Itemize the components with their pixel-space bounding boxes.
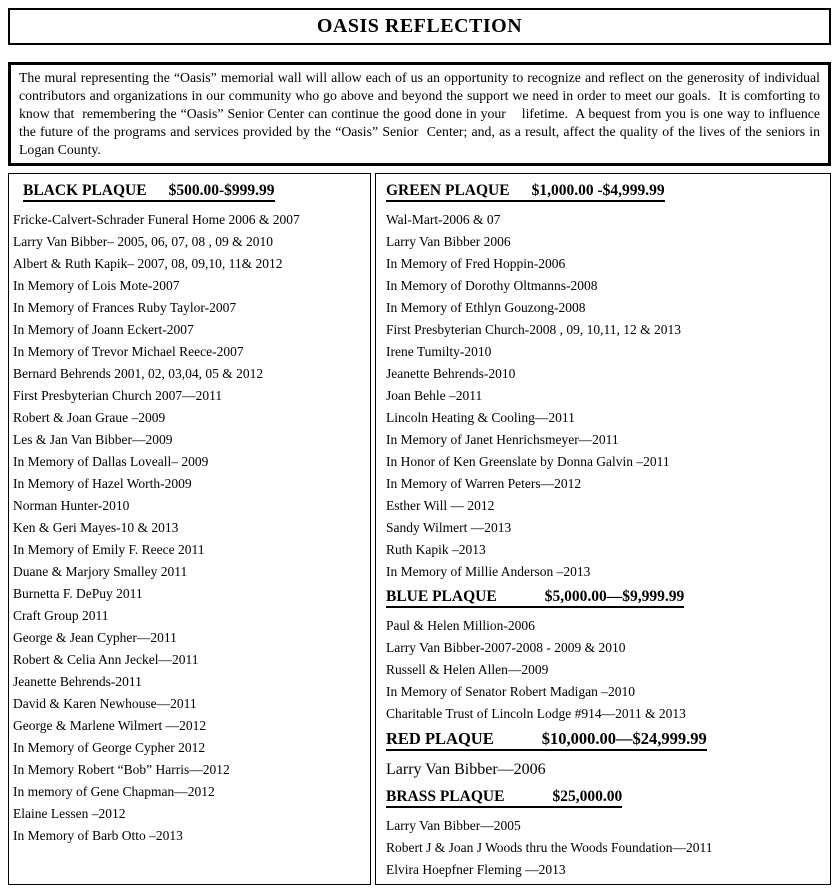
blue-plaque-section (386, 587, 822, 725)
donor-entry: In Memory of Senator Robert Madigan –2010 (386, 684, 635, 699)
donor-entry: Robert J & Joan J Woods thru the Woods Foundation—2011 (386, 840, 713, 855)
donor-entry: George & Jean Cypher—2011 (13, 630, 177, 645)
donor-entry: In Memory of Emily F. Reece 2011 (13, 542, 205, 557)
black-plaque-list (13, 209, 366, 847)
black-plaque-section (13, 181, 366, 847)
heading-underline (386, 788, 622, 808)
donor-entry: Bernard Behrends 2001, 02, 03,04, 05 & 2012 (13, 366, 264, 381)
donor-entry: Charitable Trust of Lincoln Lodge #914—2011 & 2013 (386, 706, 686, 721)
donor-entry: Larry Van Bibber– 2005, 06, 07, 08 , 09 & 2010 (13, 234, 273, 249)
donor-entry: Robert & Celia Ann Jeckel—2011 (13, 652, 199, 667)
donor-entry: In Memory of Dorothy Oltmanns-2008 (386, 278, 598, 293)
brass-plaque-range: $25,000.00 (552, 788, 623, 805)
red-plaque-range: $10,000.00—$24,999.99 (541, 729, 707, 748)
donor-entry: Wal-Mart-2006 & 07 (386, 212, 501, 227)
donor-entry: In Memory of George Cypher 2012 (13, 740, 206, 755)
green-plaque-range: $1,000.00 -$4,999.99 (531, 182, 665, 199)
donor-entry: Fricke-Calvert-Schrader Funeral Home 2006 & 2007 (13, 212, 300, 227)
green-plaque-heading (386, 181, 822, 201)
blue-plaque-heading (386, 587, 822, 607)
donor-entry: In Memory of Lois Mote-2007 (13, 278, 180, 293)
donor-entry: Craft Group 2011 (13, 608, 109, 623)
donor-entry: Larry Van Bibber-2007-2008 - 2009 & 2010 (386, 640, 626, 655)
brass-plaque-list (386, 815, 822, 881)
plaque-columns (8, 173, 831, 885)
heading-underline (386, 729, 707, 751)
brass-plaque-label: BRASS PLAQUE (386, 788, 505, 805)
donor-entry: Ruth Kapik –2013 (386, 542, 486, 557)
donor-entry: Elvira Hoepfner Fleming —2013 (386, 862, 566, 877)
brass-plaque-heading (386, 787, 822, 807)
donor-entry: In Memory Robert “Bob” Harris—2012 (13, 762, 230, 777)
blue-plaque-list (386, 615, 822, 725)
intro-paragraph-box (8, 62, 831, 166)
donor-entry: George & Marlene Wilmert —2012 (13, 718, 207, 733)
document-title-box (8, 8, 831, 45)
donor-entry: First Presbyterian Church 2007—2011 (13, 388, 223, 403)
donor-entry: Paul & Helen Million-2006 (386, 618, 535, 633)
donor-entry: Albert & Ruth Kapik– 2007, 08, 09,10, 11& 2012 (13, 256, 283, 271)
donor-entry: Sandy Wilmert —2013 (386, 520, 512, 535)
brass-plaque-section (386, 787, 822, 881)
donor-entry: Joan Behle –2011 (386, 388, 483, 403)
donor-entry: Jeanette Behrends-2011 (13, 674, 142, 689)
donor-entry: Larry Van Bibber—2006 (386, 761, 546, 778)
donor-entry: First Presbyterian Church-2008 , 09, 10,11, 12 & 2013 (386, 322, 681, 337)
donor-entry: Lincoln Heating & Cooling—2011 (386, 410, 575, 425)
donor-entry: Ken & Geri Mayes-10 & 2013 (13, 520, 179, 535)
donor-entry: Esther Will — 2012 (386, 498, 495, 513)
blue-plaque-label: BLUE PLAQUE (386, 588, 497, 605)
donor-entry: Les & Jan Van Bibber—2009 (13, 432, 173, 447)
green-plaque-section (386, 181, 822, 583)
donor-entry: Elaine Lessen –2012 (13, 806, 126, 821)
green-plaque-list (386, 209, 822, 583)
donor-entry: In Memory of Janet Henrichsmeyer—2011 (386, 432, 619, 447)
donor-entry: In Memory of Millie Anderson –2013 (386, 564, 591, 579)
donor-entry: Norman Hunter-2010 (13, 498, 130, 513)
donor-entry: In Honor of Ken Greenslate by Donna Galvin –2011 (386, 454, 670, 469)
page-title: OASIS REFLECTION (316, 15, 523, 37)
donor-entry: In memory of Gene Chapman—2012 (13, 784, 215, 799)
intro-text: The mural representing the “Oasis” memorial wall will allow each of us an opportunity to recognize and reflect on the generosity of individual contributors and organizations in our community who go above and beyond the support we need in order to meet our goals. It is comforting to know that remembering the “Oasis” Senior Center can continue the good done in your lifetime. A bequest from you is one way to influence the future of the programs and services provided by the “Oasis” Senior Center; and, as a result, affect the quality of the lives of the seniors in Logan County. (19, 70, 824, 157)
red-plaque-list (386, 757, 822, 783)
donor-entry: Robert & Joan Graue –2009 (13, 410, 166, 425)
donor-entry: In Memory of Dallas Loveall– 2009 (13, 454, 209, 469)
heading-underline (386, 588, 684, 608)
black-plaque-heading (13, 181, 366, 201)
donor-entry: Duane & Marjory Smalley 2011 (13, 564, 188, 579)
donor-entry: In Memory of Frances Ruby Taylor-2007 (13, 300, 237, 315)
red-plaque-label: RED PLAQUE (386, 729, 494, 748)
donor-entry: In Memory of Trevor Michael Reece-2007 (13, 344, 244, 359)
donor-entry: Larry Van Bibber—2005 (386, 818, 521, 833)
red-plaque-heading (386, 729, 822, 749)
donor-entry: In Memory of Fred Hoppin-2006 (386, 256, 566, 271)
donor-entry: In Memory of Ethlyn Gouzong-2008 (386, 300, 586, 315)
donor-entry: In Memory of Warren Peters—2012 (386, 476, 582, 491)
donor-entry: In Memory of Hazel Worth-2009 (13, 476, 192, 491)
donor-entry: Irene Tumilty-2010 (386, 344, 492, 359)
green-plaque-label: GREEN PLAQUE (386, 182, 510, 199)
black-plaque-column (8, 173, 371, 885)
black-plaque-label: BLACK PLAQUE (23, 182, 147, 199)
donor-entry: In Memory of Joann Eckert-2007 (13, 322, 194, 337)
right-column (375, 173, 831, 885)
donor-entry: In Memory of Barb Otto –2013 (13, 828, 183, 843)
heading-underline (386, 182, 665, 202)
donor-entry: Larry Van Bibber 2006 (386, 234, 511, 249)
red-plaque-section (386, 729, 822, 783)
black-plaque-range: $500.00-$999.99 (168, 182, 275, 199)
heading-underline (23, 182, 275, 202)
donor-entry: Jeanette Behrends-2010 (386, 366, 516, 381)
donor-entry: David & Karen Newhouse—2011 (13, 696, 197, 711)
blue-plaque-range: $5,000.00—$9,999.99 (544, 588, 685, 605)
donor-entry: Burnetta F. DePuy 2011 (13, 586, 143, 601)
donor-entry: Russell & Helen Allen—2009 (386, 662, 549, 677)
